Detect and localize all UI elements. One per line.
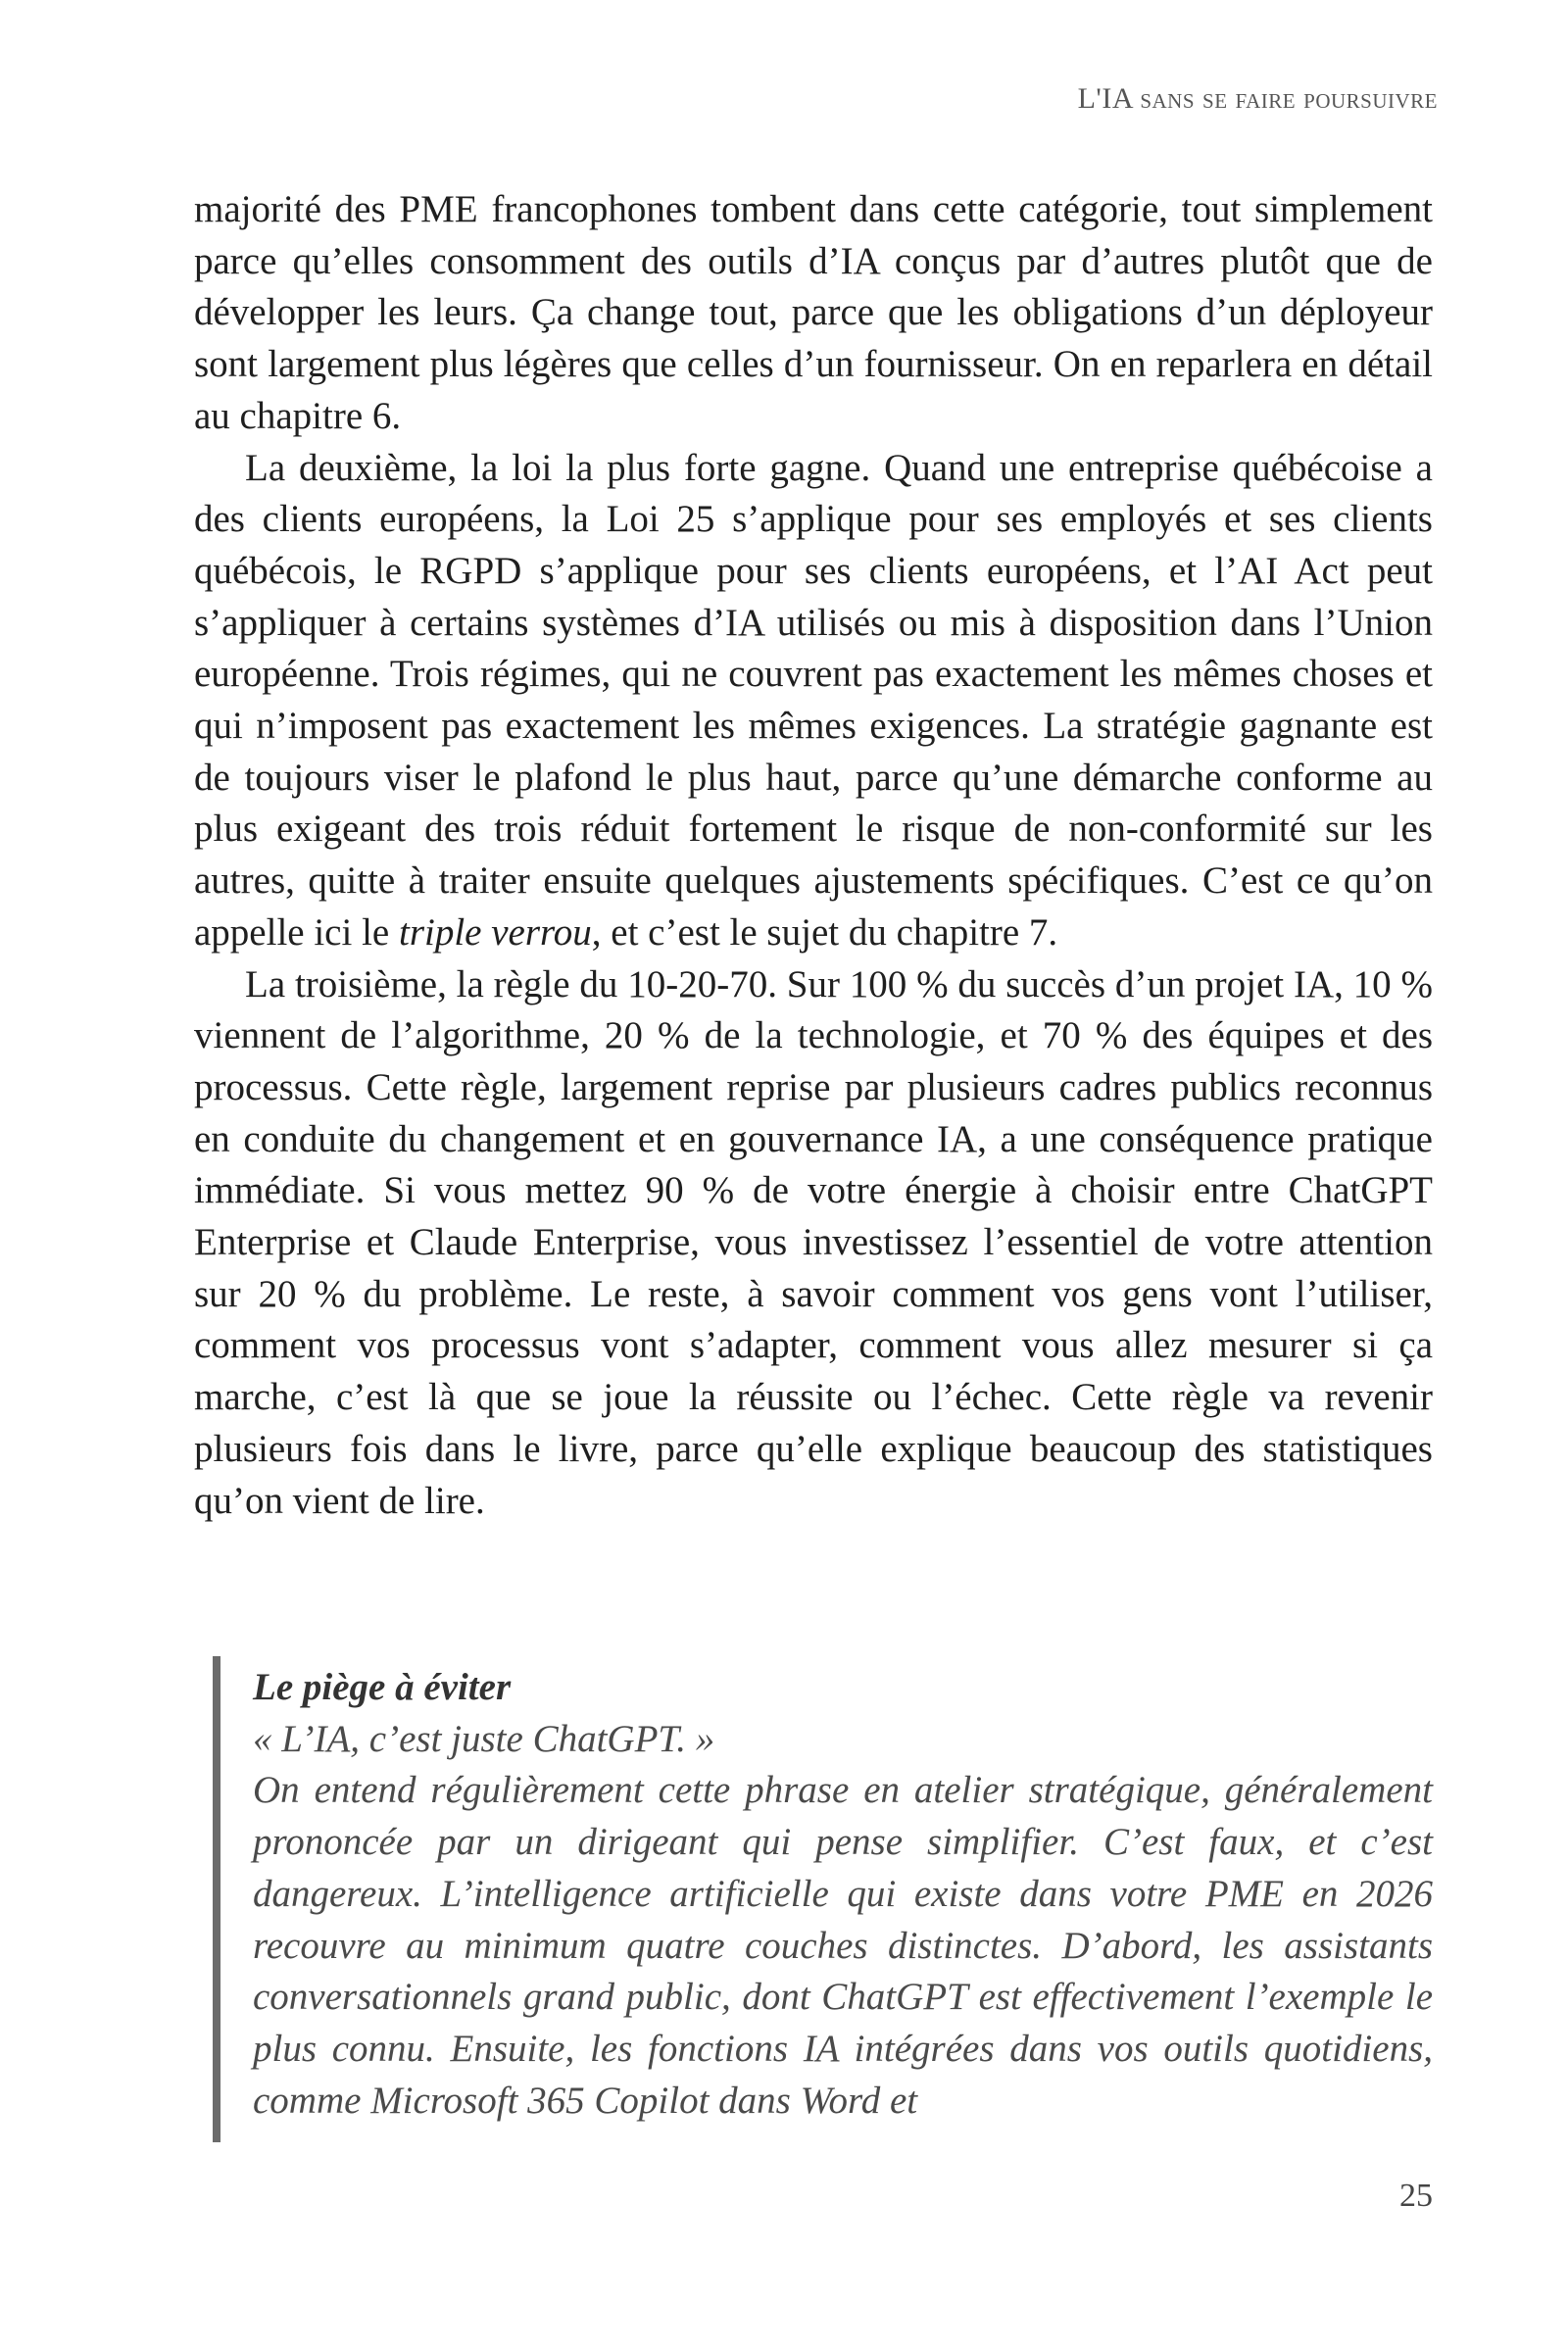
- callout-title: Le piège à éviter: [253, 1666, 512, 1708]
- paragraph-3: La troisième, la règle du 10-20-70. Sur 100 % du succès d’un projet IA, 10 % viennent de l’algorithme, 20 % de la technologie, et 70 % des équipes et des processus. Cette règle, largement reprise par plusieurs cadres publics reconnus en conduite du changement et en gouvernance IA, a une conséquence pratique immédiate. Si vous mettez 90 % de votre énergie à choisir entre ChatGPT Enterprise et Claude Enterprise, vous investissez l’essentiel de votre attention sur 20 % du problème. Le reste, à savoir comment vos gens vont l’utiliser, comment vos processus vont s’adapter, comment vous allez mesurer si ça marche, c’est là que se joue la réussite ou l’échec. Cette règle va revenir plusieurs fois dans le livre, parce qu’elle explique beaucoup des statistiques qu’on vient de lire.: [194, 962, 1433, 1522]
- paragraph-1: majorité des PME francophones tombent dans cette catégorie, tout simplement parce qu’elles consomment des outils d’IA conçus par d’autres plutôt que de développer les leurs. Ça change tout, parce que les obligations d’un déployeur sont largement plus légères que celles d’un fournisseur. On en reparlera en détail au chapitre 6.: [194, 188, 1433, 437]
- paragraph-2-text: La deuxième, la loi la plus forte gagne. Quand une entreprise québécoise a des clients européens, la Loi 25 s’applique pour ses employés et ses clients québécois, le RGPD s’applique pour ses clients européens, et l’AI Act peut s’appliquer à certains systèmes d’IA utilisés ou mis à disposition dans l’Union européenne. Trois régimes, qui ne couvrent pas exactement les mêmes choses et qui n’imposent pas exactement les mêmes exigences. La stratégie gagnante est de toujours viser le plafond le plus haut, parce qu’une démarche conforme au plus exigeant des trois réduit fortement le risque de non-conformité sur les autres, quitte à traiter ensuite quelques ajustements spécifiques. C’est ce qu’on appelle ici le: [194, 446, 1433, 954]
- paragraph-2: [194, 443, 1433, 959]
- paragraph-2-end: , et c’est le sujet du chapitre 7.: [591, 910, 1058, 954]
- callout-text: On entend régulièrement cette phrase en atelier stratégique, généralement prononcée par un dirigeant qui pense simplifier. C’est faux, et c’est dangereux. L’intelligence artificielle qui existe dans votre PME en 2026 recouvre au minimum quatre couches distinctes. D’abord, les assistants conversationnels grand public, dont ChatGPT est effectivement l’exemple le plus connu. Ensuite, les fonctions IA intégrées dans vos outils quotidiens, comme Microsoft 365 Copilot dans Word et: [253, 1769, 1433, 2122]
- callout-quote: « L’IA, c’est juste ChatGPT. »: [253, 1717, 715, 1760]
- page-number: 25: [1399, 2178, 1433, 2214]
- callout-box: [213, 1656, 1433, 2142]
- running-header: L'IA sans se faire poursuivre: [1077, 82, 1438, 115]
- paragraph-2-emphasis: triple verrou: [398, 910, 592, 954]
- body-text: [194, 184, 1433, 1527]
